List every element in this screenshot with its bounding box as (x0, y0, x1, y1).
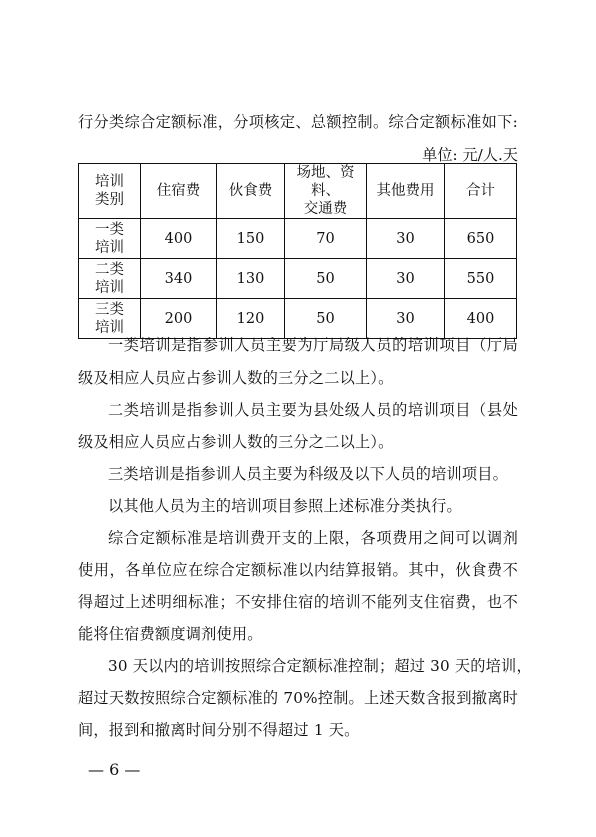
paragraph-line: 以其他人员为主的培训项目参照上述标准分类执行。 (108, 497, 462, 515)
table-cell: 400 (445, 299, 517, 339)
header-cell: 伙食费 (217, 164, 285, 219)
paragraph-line: 间，报到和撤离时间分别不得超过 1 天。 (78, 721, 360, 739)
table-cell: 30 (367, 219, 445, 259)
paragraph-line: 级及相应人员应占参训人数的三分之二以上）。 (78, 369, 394, 387)
header-cell: 合计 (445, 164, 517, 219)
table-cell: 30 (367, 259, 445, 299)
table-cell: 200 (141, 299, 217, 339)
table-cell: 30 (367, 299, 445, 339)
intro-line: 行分类综合定额标准，分项核定、总额控制。综合定额标准如下: (78, 113, 518, 131)
table-cell: 二类 培训 (79, 259, 141, 299)
paragraph-line: 得超过上述明细标准；不安排住宿的培训不能列支住宿费，也不 (78, 593, 518, 611)
table-header-row (79, 164, 517, 219)
table-cell: 70 (285, 219, 367, 259)
table-cell: 400 (141, 219, 217, 259)
header-cell: 培训 类别 (79, 164, 141, 219)
table-cell: 50 (285, 259, 367, 299)
paragraph-line: 综合定额标准是培训费开支的上限，各项费用之间可以调剂 (108, 529, 518, 547)
fee-standard-table (78, 163, 517, 339)
paragraph-line: 一类培训是指参训人员主要为厅局级人员的培训项目（厅局 (108, 336, 518, 354)
table-cell: 一类 培训 (79, 219, 141, 259)
unit-label: 单位: 元/人.天 (422, 146, 518, 164)
header-cell: 其他费用 (367, 164, 445, 219)
table-row (79, 299, 517, 339)
header-cell: 住宿费 (141, 164, 217, 219)
page-number: — 6 — (88, 760, 141, 779)
table-cell: 550 (445, 259, 517, 299)
table-cell: 130 (217, 259, 285, 299)
paragraph-line: 超过天数按照综合定额标准的 70%控制。上述天数含报到撤离时 (78, 689, 518, 707)
table-cell: 340 (141, 259, 217, 299)
table-cell: 三类 培训 (79, 299, 141, 339)
table-row (79, 219, 517, 259)
paragraph-line: 三类培训是指参训人员主要为科级及以下人员的培训项目。 (108, 465, 509, 483)
paragraph-line: 使用，各单位应在综合定额标准以内结算报销。其中，伙食费不 (78, 561, 518, 579)
paragraph-line: 能将住宿费额度调剂使用。 (78, 625, 263, 643)
paragraph-line: 二类培训是指参训人员主要为县处级人员的培训项目（县处 (108, 401, 518, 419)
table-row (79, 259, 517, 299)
table-cell: 650 (445, 219, 517, 259)
paragraph-line: 级及相应人员应占参训人数的三分之二以上）。 (78, 433, 394, 451)
table-cell: 150 (217, 219, 285, 259)
table-cell: 50 (285, 299, 367, 339)
paragraph-line: 30 天以内的培训按照综合定额标准控制；超过 30 天的培训， (108, 657, 532, 675)
header-cell: 场地、资料、 交通费 (285, 164, 367, 219)
table-cell: 120 (217, 299, 285, 339)
